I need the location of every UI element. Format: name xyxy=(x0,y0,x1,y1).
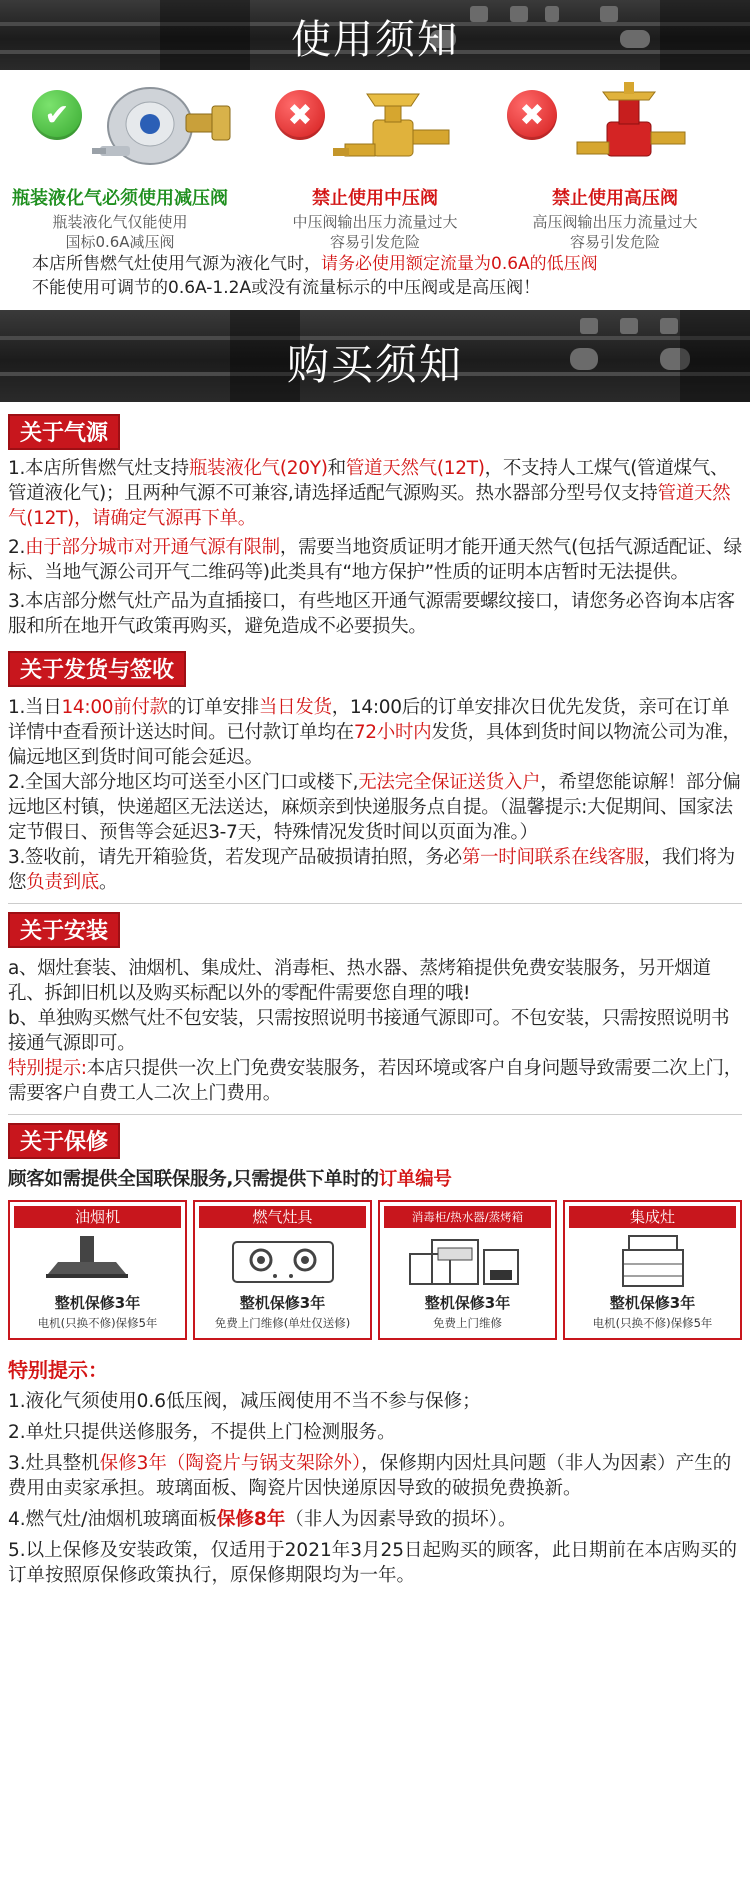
warranty-item-4 xyxy=(8,1507,742,1532)
card-main-text: 整机保修3年 xyxy=(424,1294,511,1312)
highlight: 保修3年（陶瓷片与锅支架除外） xyxy=(99,1453,362,1474)
valve-card-reducer xyxy=(0,76,240,252)
install-paragraph-a: a、烟灶套装、油烟机、集成灶、消毒柜、热水器、蒸烤箱提供免费安装服务，另开烟道孔、拆卸旧机以及购买标配以外的零配件需要您自理的哦! xyxy=(8,958,711,1004)
cross-icon: ✖ xyxy=(275,90,325,140)
valve-desc-medium xyxy=(255,212,495,252)
highlight: 管道天然气(12T) xyxy=(345,458,485,479)
valve-desc-line: 中压阀输出压力流量过大 xyxy=(292,213,458,231)
valve-comparison xyxy=(0,70,750,252)
warranty-item-2: 2.单灶只提供送修服务，不提供上门检测服务。 xyxy=(8,1422,396,1443)
install-section-tag: 关于安装 xyxy=(8,912,120,948)
valve-desc-high xyxy=(495,212,735,252)
text: 4.燃气灶/油烟机玻璃面板 xyxy=(8,1509,217,1530)
purchase-banner xyxy=(0,310,750,402)
card-title: 燃气灶具 xyxy=(199,1206,366,1228)
warranty-section-tag: 关于保修 xyxy=(8,1123,120,1159)
text: 1.本店所售燃气灶支持 xyxy=(8,458,189,479)
text: ，14:00后的订单安排次日优先发货，亲可在订单详情中查看预计送达时间。已付款订单均在 xyxy=(8,697,730,743)
cross-icon: ✖ xyxy=(507,90,557,140)
text: 的订单安排 xyxy=(167,697,259,718)
reducer-valve-image xyxy=(0,76,240,182)
text: （非人为因素导致的损坏）。 xyxy=(285,1509,517,1530)
medium-pressure-valve-image xyxy=(255,76,495,182)
shipping-paragraph-3 xyxy=(0,845,750,895)
text: 和 xyxy=(327,458,346,479)
usage-banner xyxy=(0,0,750,70)
text: 顾客如需提供全国联保服务,只需提供下单时的 xyxy=(8,1169,379,1190)
card-sub-text: 免费上门维修 xyxy=(433,1316,502,1330)
text: 发货，具体到货时间以物流公司为准，偏远地区到货时间可能会延迟。 xyxy=(8,722,741,768)
text: 2. xyxy=(8,537,26,558)
valve-desc-line: 国标0.6A减压阀 xyxy=(65,233,175,251)
integrated-stove-icon xyxy=(565,1232,740,1290)
shipping-section-tag: 关于发货与签收 xyxy=(8,651,186,687)
card-main-text: 整机保修3年 xyxy=(239,1294,326,1312)
card-main-text: 整机保修3年 xyxy=(609,1294,696,1312)
text: ，需要当地资质证明才能开通天然气(包括气源适配证、绿标、当地气源公司开气二维码等)此类具有“地方保护”性质的证明本店暂时无法提供。 xyxy=(8,537,742,583)
card-sub-text: 免费上门维修(单灶仅送修) xyxy=(214,1316,351,1330)
check-icon: ✔ xyxy=(32,90,82,140)
divider xyxy=(8,903,742,904)
text: 3.签收前，请先开箱验货，若发现产品破损请拍照，务必 xyxy=(8,847,462,868)
shipping-paragraph-1 xyxy=(0,695,750,770)
highlight: 无法完全保证送货入户 xyxy=(358,772,541,793)
valve-card-high xyxy=(495,76,735,252)
card-sub-text: 电机(只换不修)保修5年 xyxy=(592,1316,713,1330)
install-section-header xyxy=(8,912,750,948)
install-paragraph-b: b、单独购买燃气灶不包安装，只需按照说明书接通气源即可。不包安装，只需按照说明书接通气源即可。 xyxy=(8,1008,730,1054)
highlight: 14:00前付款 xyxy=(61,697,168,718)
gas-paragraph-1 xyxy=(0,456,750,531)
highlight: 保修8年 xyxy=(216,1509,286,1530)
warranty-special-title: 特别提示： xyxy=(8,1358,108,1382)
gas-paragraph-3: 3.本店部分燃气灶产品为直插接口，有些地区开通气源需要螺纹接口，请您务必咨询本店客服和所在地开气政策再购买，避免造成不必要损失。 xyxy=(8,591,735,637)
gas-stove-icon xyxy=(195,1232,370,1290)
valve-title-high: 禁止使用高压阀 xyxy=(552,188,678,209)
card-title: 消毒柜/热水器/蒸烤箱 xyxy=(384,1206,551,1228)
notice-text: 不能使用可调节的0.6A-1.2A或没有流量标示的中压阀或是高压阀！ xyxy=(32,278,541,298)
warranty-section-header xyxy=(8,1123,750,1159)
text: ，我们将为您 xyxy=(8,847,735,893)
valve-title-reducer: 瓶装液化气必须使用减压阀 xyxy=(12,188,228,209)
valve-desc-line: 瓶装液化气仅能使用 xyxy=(52,213,188,231)
high-pressure-valve-image xyxy=(495,76,735,182)
valve-desc-line: 高压阀输出压力流量过大 xyxy=(532,213,698,231)
valve-notice xyxy=(0,252,750,310)
gas-section-tag: 关于气源 xyxy=(8,414,120,450)
card-title: 油烟机 xyxy=(14,1206,181,1228)
text: ，希望您能谅解！部分偏远地区村镇，快递超区无法送达，麻烦亲到快递服务点自提。（温馨提示:大促期间、国家法定节假日、预售等会延迟3-7天，特殊情况发货时间以页面为准。） xyxy=(8,772,741,843)
appliances-icon xyxy=(380,1232,555,1290)
valve-card-medium xyxy=(255,76,495,252)
card-sub-text: 电机(只换不修)保修5年 xyxy=(37,1316,158,1330)
text: 。 xyxy=(99,872,118,893)
warranty-list xyxy=(0,1389,750,1588)
text: 本店只提供一次上门免费安装服务，若因环境或客户自身问题导致需要二次上门，需要客户自费工人二次上门费用。 xyxy=(8,1058,742,1104)
divider xyxy=(8,1114,742,1115)
gas-paragraph-2 xyxy=(0,535,750,585)
warranty-item-5: 5.以上保修及安装政策，仅适用于2021年3月25日起购买的顾客，此日期前在本店购买的订单按照原保修政策执行，原保修期限均为一年。 xyxy=(8,1540,738,1586)
highlight: 当日发货 xyxy=(258,697,332,718)
highlight: 管道天然气(12T)，请确定气源再下单。 xyxy=(8,483,731,529)
shipping-paragraph-2 xyxy=(0,770,750,845)
warranty-card-integrated-stove xyxy=(563,1200,742,1340)
valve-title-medium: 禁止使用中压阀 xyxy=(312,188,438,209)
highlight: 第一时间联系在线客服 xyxy=(461,847,644,868)
text: 3.灶具整机 xyxy=(8,1453,100,1474)
warranty-card-appliances xyxy=(378,1200,557,1340)
purchase-banner-title: 购买须知 xyxy=(286,340,463,389)
valve-desc-line: 容易引发危险 xyxy=(569,233,660,251)
text: ，不支持人工煤气(管道煤气、管道液化气)；且两种气源不可兼容,请选择适配气源购买。热水器部分型号仅支持 xyxy=(8,458,729,504)
warranty-card-range-hood xyxy=(8,1200,187,1340)
card-main-text: 整机保修3年 xyxy=(54,1294,141,1312)
text: 1.当日 xyxy=(8,697,62,718)
warranty-item-3 xyxy=(8,1451,742,1501)
gas-section-header xyxy=(8,414,750,450)
special-note-label: 特别提示: xyxy=(8,1058,87,1079)
highlight: 由于部分城市对开通气源有限制 xyxy=(25,537,280,558)
highlight: 订单编号 xyxy=(378,1169,452,1190)
notice-highlight: 请务必使用额定流量为0.6A的低压阀 xyxy=(321,254,598,274)
valve-desc-line: 容易引发危险 xyxy=(329,233,420,251)
notice-text: 本店所售燃气灶使用气源为液化气时， xyxy=(32,254,321,274)
range-hood-icon xyxy=(10,1232,185,1290)
text: 2.全国大部分地区均可送至小区门口或楼下, xyxy=(8,772,359,793)
valve-desc-reducer xyxy=(0,212,240,252)
text: ，保修期内因灶具问题（非人为因素）产生的费用由卖家承担。玻璃面板、陶瓷片因快递原因导致的破损免费换新。 xyxy=(8,1453,732,1499)
install-special-note xyxy=(0,1056,750,1106)
highlight: 72小时内 xyxy=(353,722,432,743)
warranty-item-1: 1.液化气须使用0.6低压阀，减压阀使用不当不参与保修； xyxy=(8,1391,481,1412)
warranty-card-gas-stove xyxy=(193,1200,372,1340)
warranty-intro xyxy=(0,1167,750,1192)
warranty-cards xyxy=(0,1200,750,1340)
highlight: 瓶装液化气(20Y) xyxy=(188,458,328,479)
highlight: 负责到底 xyxy=(26,872,100,893)
shipping-section-header xyxy=(8,651,750,687)
usage-banner-title: 使用须知 xyxy=(291,17,459,63)
card-title: 集成灶 xyxy=(569,1206,736,1228)
